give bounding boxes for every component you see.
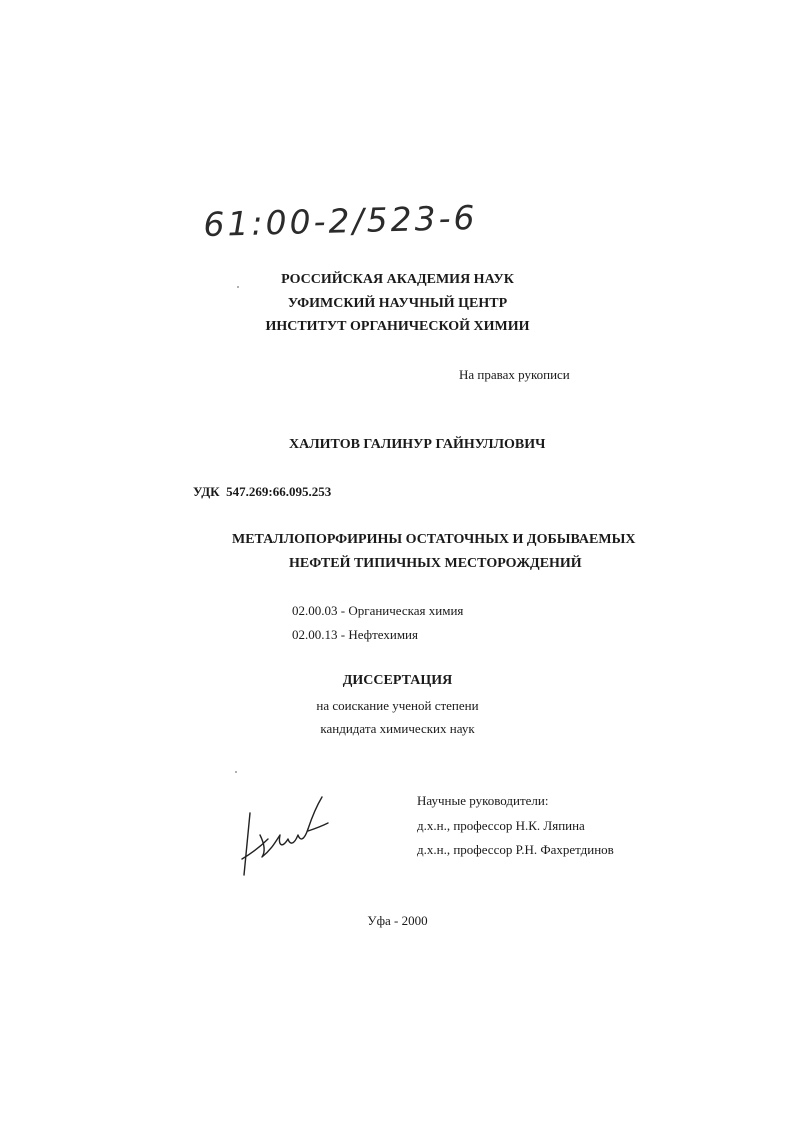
title-line-1: МЕТАЛЛОПОРФИРИНЫ ОСТАТОЧНЫХ И ДОБЫВАЕМЫХ [232, 532, 636, 547]
archive-number-handwritten: 61:00-2/523-6 [203, 197, 478, 244]
scan-speck [237, 286, 239, 288]
title-line-2: НЕФТЕЙ ТИПИЧНЫХ МЕСТОРОЖДЕНИЙ [289, 556, 582, 571]
author-name: ХАЛИТОВ ГАЛИНУР ГАЙНУЛЛОВИЧ [289, 437, 546, 452]
document-type: ДИССЕРТАЦИЯ [342, 673, 453, 688]
supervisor-1: д.х.н., профессор Н.К. Ляпина [417, 818, 585, 833]
header-academy: РОССИЙСКАЯ АКАДЕМИЯ НАУК [281, 272, 514, 287]
degree-line-2: кандидата химических наук [320, 721, 475, 736]
specialty-code: 02.00.13 [292, 627, 338, 642]
scan-speck [235, 771, 237, 773]
degree-line-1: на соискание ученой степени [316, 698, 479, 713]
udk-line [193, 484, 331, 500]
signature-scribble [238, 793, 330, 879]
supervisor-2: д.х.н., профессор Р.Н. Фахретдинов [417, 842, 614, 857]
header-center: УФИМСКИЙ НАУЧНЫЙ ЦЕНТР [287, 296, 508, 311]
place-year: Уфа - 2000 [367, 913, 428, 928]
specialty-2: 02.00.13 - Нефтехимия [292, 627, 418, 642]
specialty-name: Нефтехимия [348, 627, 418, 642]
rights-note: На правах рукописи [459, 367, 570, 382]
specialty-name: Органическая химия [348, 603, 464, 618]
specialty-1: 02.00.03 - Органическая химия [292, 603, 464, 618]
udk-code: 547.269:66.095.253 [226, 484, 332, 499]
supervisors-heading: Научные руководители: [417, 793, 549, 808]
header-institute: ИНСТИТУТ ОРГАНИЧЕСКОЙ ХИМИИ [265, 319, 530, 334]
udk-label: УДК [193, 484, 220, 499]
specialty-code: 02.00.03 [292, 603, 338, 618]
